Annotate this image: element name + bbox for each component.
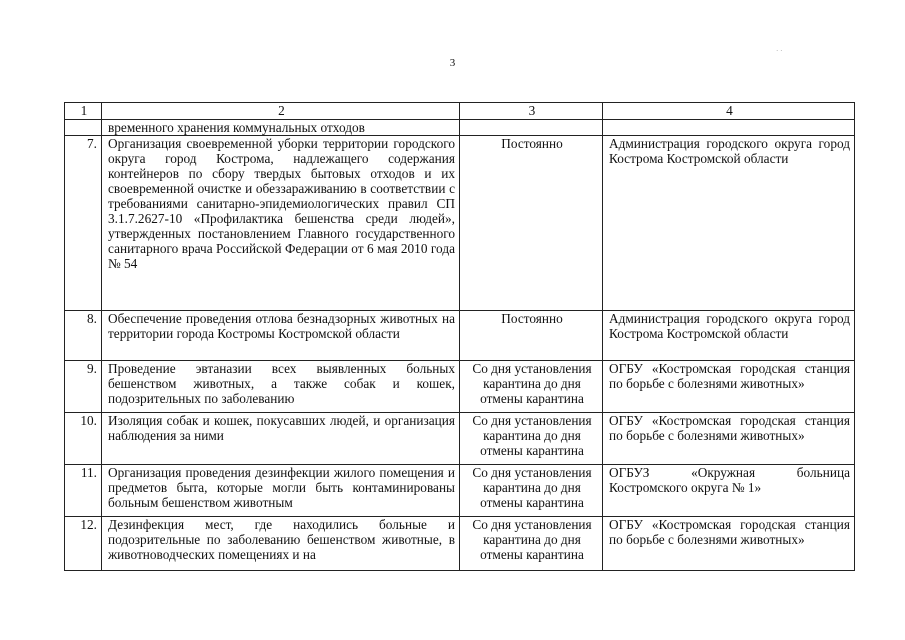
table-row [65,311,855,361]
row-responsible: ОГБУ «Костромская городская станция по борьбе с болезнями животных» [603,517,855,571]
table-row [65,465,855,517]
row-number: 11. [65,465,102,517]
row-term: Со дня установления карантина до дня отмены карантина [460,517,603,571]
measures-table [64,102,855,571]
row-number: 12. [65,517,102,571]
table-header-row [65,103,855,120]
table-row [65,413,855,465]
row-term: Со дня установления карантина до дня отмены карантина [460,361,603,413]
row-number: 10. [65,413,102,465]
page-number: 3 [449,57,456,69]
row-term: Со дня установления карантина до дня отмены карантина [460,465,603,517]
header-col-4: 4 [603,103,855,120]
table-row-continuation [65,120,855,136]
scan-mark: · · [776,47,783,55]
header-col-3: 3 [460,103,603,120]
row-action: временного хранения коммунальных отходов [102,120,460,136]
row-action: Изоляция собак и кошек, покусавших людей, и организация наблюдения за ними [102,413,460,465]
row-number: 7. [65,136,102,311]
header-col-2: 2 [102,103,460,120]
row-number [65,120,102,136]
row-term [460,120,603,136]
row-action: Организация своевременной уборки территории городского округа город Кострома, надлежащего содержания контейнеров по сбору твердых бытовых отходов и их своевременной очистке и обеззараживанию в соответствии с требованиями санитарно-эпидемиологических правил СП 3.1.7.2627-10 «Профилактика бешенства среди людей», утвержденных постановлением Главного государственного санитарного врача Российской Федерации от 6 мая 2010 года № 54 [102,136,460,311]
table-row [65,517,855,571]
row-term: Постоянно [460,136,603,311]
row-term: Со дня установления карантина до дня отмены карантина [460,413,603,465]
row-term: Постоянно [460,311,603,361]
table-row [65,136,855,311]
row-number: 8. [65,311,102,361]
row-number: 9. [65,361,102,413]
table-row [65,361,855,413]
header-col-1: 1 [65,103,102,120]
row-responsible [603,120,855,136]
row-responsible: ОГБУ «Костромская городская станция по борьбе с болезнями животных» [603,413,855,465]
row-responsible: Администрация городского округа город Кострома Костромской области [603,136,855,311]
row-action: Дезинфекция мест, где находились больные и подозрительные по заболеванию бешенством животные, в животноводческих помещениях и на [102,517,460,571]
row-action: Проведение эвтаназии всех выявленных больных бешенством животных, а также собак и кошек, подозрительных по заболеванию [102,361,460,413]
row-responsible: ОГБУ «Костромская городская станция по борьбе с болезнями животных» [603,361,855,413]
row-responsible: ОГБУЗ «Окружная больница Костромского округа № 1» [603,465,855,517]
row-action: Организация проведения дезинфекции жилого помещения и предметов быта, которые могли быть контаминированы больным бешенством животным [102,465,460,517]
row-action: Обеспечение проведения отлова безнадзорных животных на территории города Костромы Костромской области [102,311,460,361]
row-responsible: Администрация городского округа город Кострома Костромской области [603,311,855,361]
